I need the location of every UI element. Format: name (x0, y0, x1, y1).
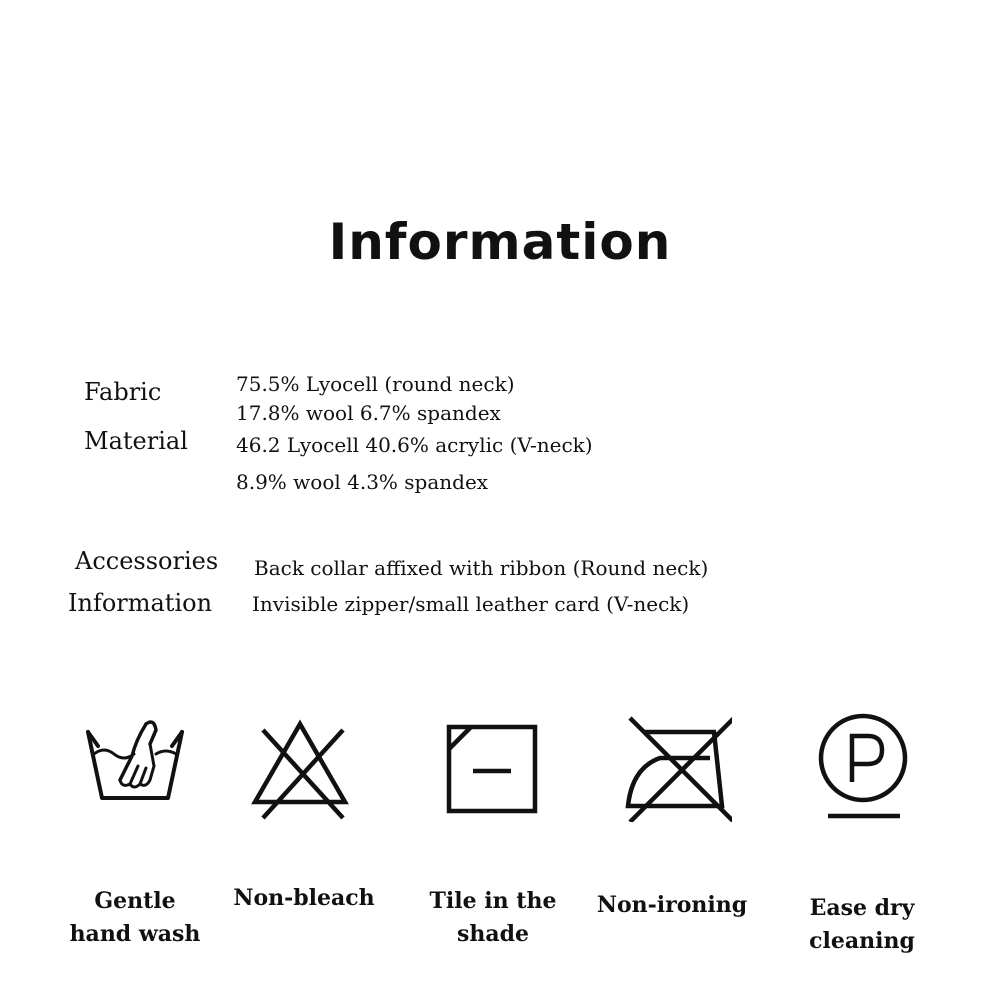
no-iron-icon (622, 712, 732, 822)
no-iron-caption: Non-ironing (596, 892, 748, 918)
fabric-line-3: 46.2 Lyocell 40.6% acrylic (V-neck) (236, 433, 593, 457)
dry-clean-caption: Ease dry cleaning (809, 895, 915, 954)
fabric-line-4: 8.9% wool 4.3% spandex (236, 470, 489, 494)
page-title: Information (328, 213, 672, 271)
accessories-label: Accessories (75, 547, 219, 575)
fabric-line-1: 75.5% Lyocell (round neck) (236, 372, 515, 396)
hand-wash-caption: Gentle hand wash (69, 888, 201, 947)
accessories-line-1: Back collar affixed with ribbon (Round neck) (254, 556, 709, 580)
information-label: Information (68, 589, 213, 617)
fabric-label: Fabric (84, 378, 162, 406)
no-bleach-icon (245, 710, 355, 820)
dry-flat-in-shade-icon (437, 715, 547, 825)
fabric-line-2: 17.8% wool 6.7% spandex (236, 401, 501, 425)
hand-wash-icon (80, 710, 190, 820)
no-bleach-caption: Non-bleach (233, 885, 375, 911)
dry-clean-p-icon (808, 710, 918, 820)
accessories-line-2: Invisible zipper/small leather card (V-neck) (252, 592, 690, 616)
material-label: Material (84, 427, 188, 455)
dry-flat-in-shade-caption: Tile in the shade (429, 888, 557, 947)
